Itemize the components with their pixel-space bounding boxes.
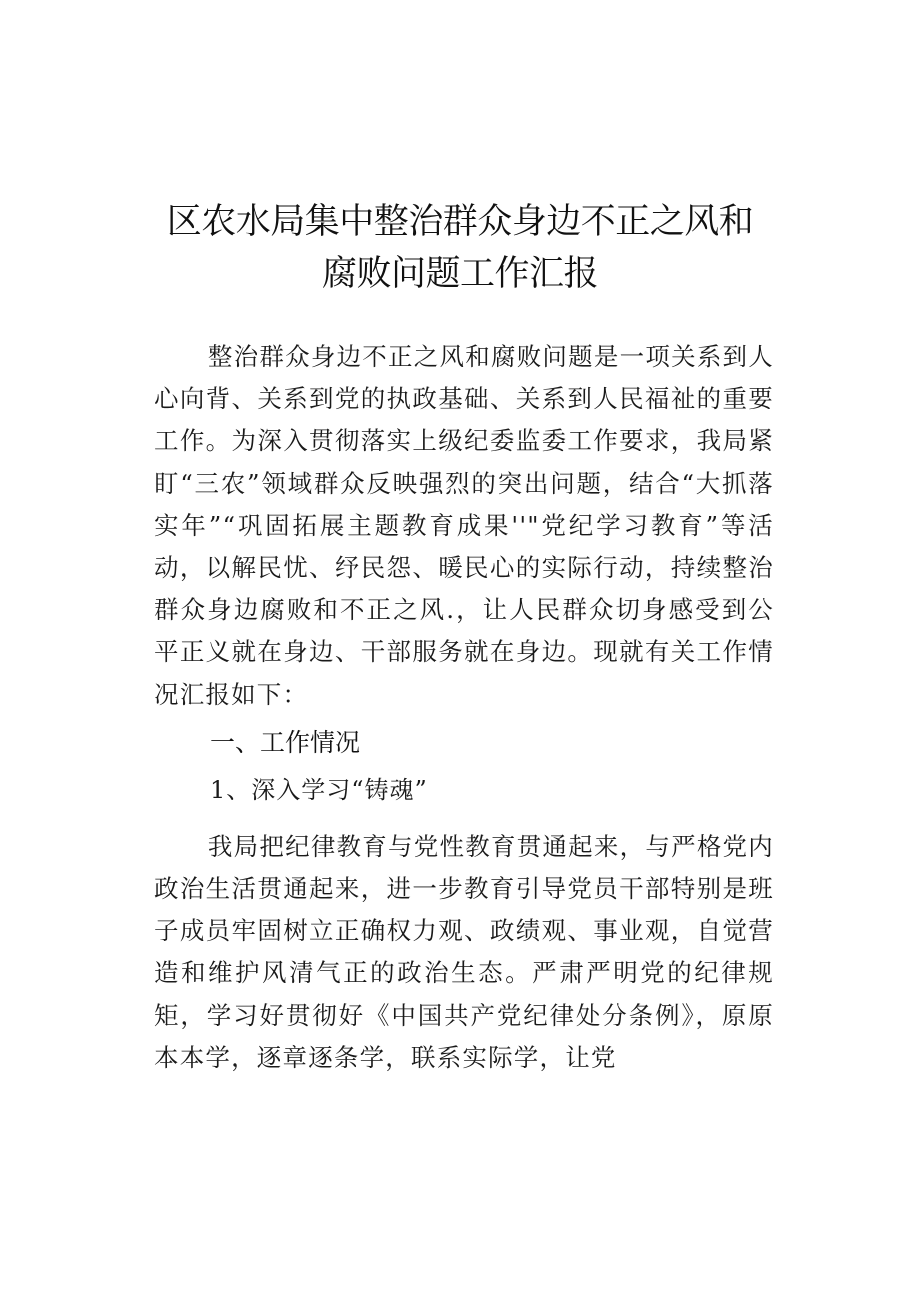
title-line-2: 腐败问题工作汇报 bbox=[321, 254, 598, 294]
document-body bbox=[154, 336, 774, 1079]
section-heading-work-status: 一、工作情况 bbox=[210, 727, 361, 757]
document-title bbox=[0, 196, 920, 300]
subsection-heading-study: 1、深入学习“铸魂” bbox=[210, 775, 428, 804]
intro-paragraph: 整治群众身边不正之风和腐败问题是一项关系到人心向背、关系到党的执政基础、关系到人民福祉的重要工作。为深入贯彻落实上级纪委监委工作要求，我局紧盯“三农”领域群众反映强烈的突出问题，结合“大抓落实年”“巩固拓展主题教育成果''"党纪学习教育”等活动，以解民忧、纾民怨、暖民心的实际行动，持续整治群众身边腐败和不正之风.，让人民群众切身感受到公平正义就在身边、干部服务就在身边。现就有关工作情况汇报如下： bbox=[154, 342, 774, 709]
title-line-1: 区农水局集中整治群众身边不正之风和 bbox=[166, 202, 754, 242]
section-paragraph: 我局把纪律教育与党性教育贯通起来，与严格党内政治生活贯通起来，进一步教育引导党员干部特别是班子成员牢固树立正确权力观、政绩观、事业观，自觉营造和维护风清气正的政治生态。严肃严明党的纪律规矩，学习好贯彻好《中国共产党纪律处分条例》，原原本本学，逐章逐条学，联系实际学，让党 bbox=[154, 831, 774, 1072]
